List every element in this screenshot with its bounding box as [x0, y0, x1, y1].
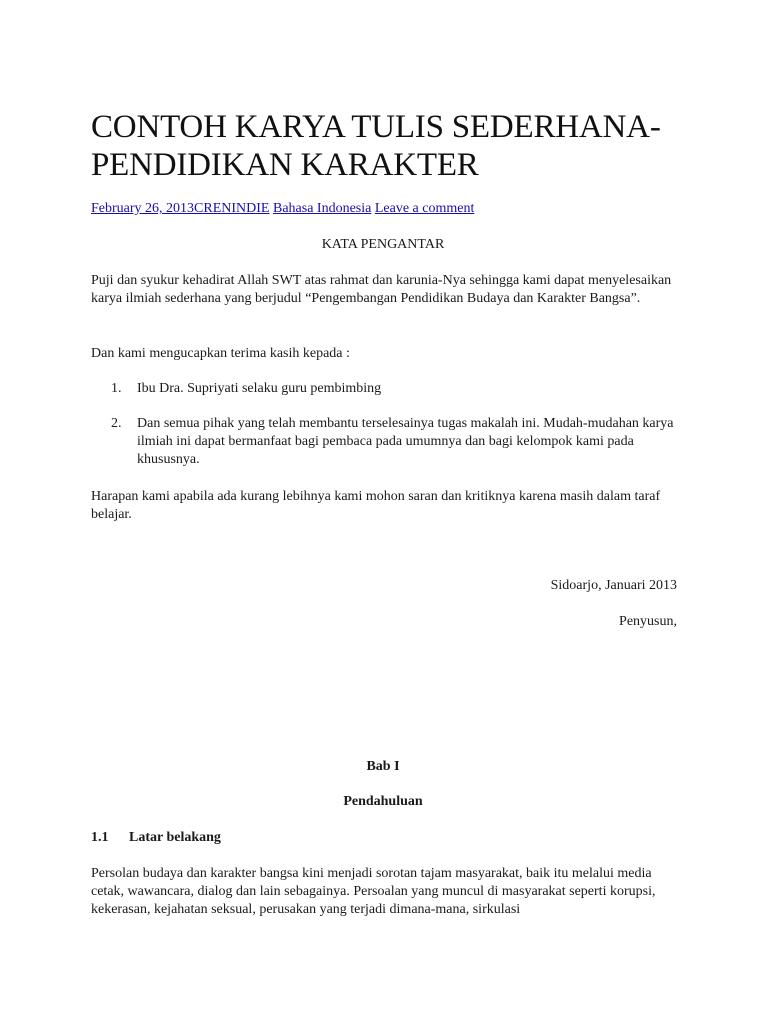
- list-item-number: 2.: [111, 416, 122, 431]
- preface-heading: KATA PENGANTAR: [321, 237, 445, 252]
- section-heading: [91, 830, 221, 846]
- section-body: Persolan budaya dan karakter bangsa kini menjadi sorotan tajam masyarakat, baik itu melalui media cetak, wawancara, dialog dan lain sebagainya. Persoalan yang muncul di masyarakat seperti korupsi, kekerasan, kejahatan seksual, perusakan yang terjadi dimana-mana, sirkulasi: [91, 866, 656, 917]
- category-link[interactable]: Bahasa Indonesia: [272, 201, 372, 216]
- section-number: 1.1: [91, 830, 109, 845]
- signature: Penyusun,: [619, 614, 677, 629]
- preface-paragraph-1: Puji dan syukur kehadirat Allah SWT atas rahmat dan karunia-Nya sehingga kami dapat menyelesaikan karya ilmiah sederhana yang berjudul “Pengembangan Pendidikan Budaya dan Karakter Bangsa”.: [91, 273, 672, 306]
- article-title: CONTOH KARYA TULIS SEDERHANA-PENDIDIKAN KARAKTER: [91, 109, 661, 183]
- preface-paragraph-2: Dan kami mengucapkan terima kasih kepada :: [91, 346, 350, 361]
- list-item-text: Dan semua pihak yang telah membantu terselesainya tugas makalah ini. Mudah-mudahan karya ilmiah ini dapat bermanfaat bagi pembaca pada umumnya dan bagi kelompok kami pada khususnya.: [137, 416, 674, 467]
- leave-comment-link[interactable]: Leave a comment: [374, 201, 475, 216]
- chapter-title: Pendahuluan: [343, 794, 423, 809]
- list-item: [91, 415, 681, 469]
- place-date: Sidoarjo, Januari 2013: [550, 578, 677, 593]
- list-item-text: Ibu Dra. Supriyati selaku guru pembimbing: [137, 381, 382, 396]
- list-item: [91, 380, 681, 398]
- section-title: Latar belakang: [129, 830, 221, 845]
- preface-paragraph-3: Harapan kami apabila ada kurang lebihnya kami mohon saran dan kritiknya karena masih dalam taraf belajar.: [91, 489, 661, 522]
- article-meta: [91, 201, 474, 217]
- chapter-label: Bab I: [366, 759, 400, 774]
- thanks-list: [91, 380, 681, 469]
- post-date-author-link[interactable]: February 26, 2013CRENINDIE: [91, 201, 270, 216]
- list-item-number: 1.: [111, 381, 122, 396]
